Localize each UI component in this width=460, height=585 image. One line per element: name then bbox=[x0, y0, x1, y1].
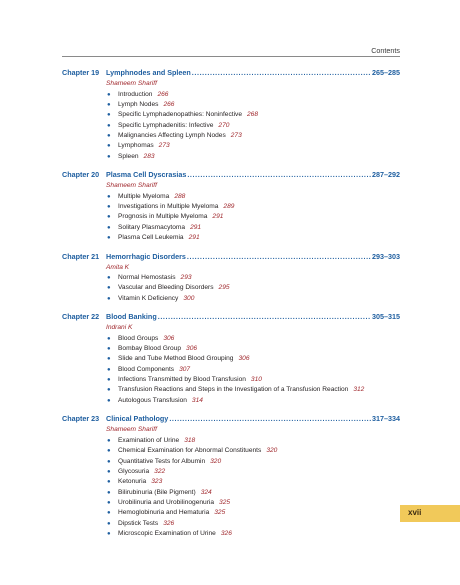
chapter-author: Shameem Shariff bbox=[106, 80, 157, 87]
topic-item[interactable] bbox=[106, 498, 400, 508]
topic-title: Malignancies Affecting Lymph Nodes bbox=[118, 131, 226, 139]
chapter-author: Indrani K bbox=[106, 324, 133, 332]
topic-title: Infections Transmitted by Blood Transfusion bbox=[118, 376, 246, 384]
topic-title: Transfusion Reactions and Steps in the Investigation of a Transfusion Reaction bbox=[118, 386, 349, 394]
topic-title: Chemical Examination for Abnormal Constituents bbox=[118, 447, 262, 455]
topic-title: Prognosis in Multiple Myeloma bbox=[118, 213, 208, 221]
topic-page: 325 bbox=[214, 509, 226, 517]
header-rule bbox=[62, 56, 400, 57]
topic-item[interactable] bbox=[106, 457, 400, 467]
topic-item[interactable] bbox=[106, 273, 400, 283]
bullet-icon: ● bbox=[107, 366, 111, 373]
topic-title: Lymphomas bbox=[118, 142, 154, 150]
chapter-author: Shameem Shariff bbox=[106, 182, 157, 190]
topic-page: 268 bbox=[247, 111, 259, 119]
chapter-number: Chapter 22 bbox=[62, 312, 100, 322]
dot-leader bbox=[158, 312, 371, 321]
bullet-icon: ● bbox=[107, 275, 111, 281]
topic-title: Dipstick Tests bbox=[118, 519, 159, 527]
topic-title: Lymph Nodes bbox=[118, 100, 159, 108]
bullet-icon: ● bbox=[107, 295, 111, 302]
topic-item[interactable] bbox=[106, 233, 400, 243]
bullet-icon: ● bbox=[107, 203, 111, 210]
topic-item[interactable] bbox=[106, 365, 400, 375]
topic-page: 306 bbox=[163, 334, 175, 342]
topic-item[interactable] bbox=[106, 396, 400, 406]
topic-title: Investigations in Multiple Myeloma bbox=[118, 202, 219, 210]
topic-page: 300 bbox=[183, 294, 195, 302]
bullet-icon: ● bbox=[107, 224, 111, 231]
chapter-heading[interactable] bbox=[62, 312, 400, 323]
topic-page: 289 bbox=[223, 202, 235, 210]
topic-item[interactable] bbox=[106, 446, 400, 456]
topic-page: 291 bbox=[190, 223, 202, 231]
topic-page: 293 bbox=[180, 274, 192, 281]
topic-page: 323 bbox=[151, 478, 163, 486]
topic-item[interactable] bbox=[106, 100, 400, 110]
chapter-number: Chapter 20 bbox=[62, 170, 100, 180]
chapter-author: Shameem Shariff bbox=[106, 426, 157, 434]
topic-page: 273 bbox=[230, 131, 242, 139]
topic-item[interactable] bbox=[106, 354, 400, 364]
bullet-icon: ● bbox=[107, 132, 111, 139]
dot-leader bbox=[187, 170, 371, 179]
topic-list bbox=[62, 90, 400, 162]
bullet-icon: ● bbox=[107, 530, 111, 537]
topic-item[interactable] bbox=[106, 223, 400, 233]
topic-page: 270 bbox=[218, 121, 230, 129]
bullet-icon: ● bbox=[107, 499, 111, 506]
topic-title: Vascular and Bleeding Disorders bbox=[118, 284, 214, 292]
topic-title: Solitary Plasmacytoma bbox=[118, 223, 186, 231]
contents-list bbox=[62, 68, 400, 547]
topic-item[interactable] bbox=[106, 334, 400, 344]
topic-title: Introduction bbox=[118, 90, 153, 98]
bullet-icon: ● bbox=[107, 234, 111, 241]
chapter-author: Amita K bbox=[106, 263, 130, 271]
chapter-number: Chapter 23 bbox=[62, 414, 100, 424]
bullet-icon: ● bbox=[107, 387, 111, 394]
topic-page: 326 bbox=[220, 529, 232, 537]
bullet-icon: ● bbox=[107, 214, 111, 221]
running-header: Contents bbox=[371, 46, 400, 55]
chapter-heading[interactable] bbox=[62, 414, 400, 425]
bullet-icon: ● bbox=[107, 489, 111, 496]
chapter-entry bbox=[62, 252, 400, 305]
bullet-icon: ● bbox=[107, 468, 111, 475]
topic-item[interactable] bbox=[106, 131, 400, 141]
topic-title: Slide and Tube Method Blood Grouping bbox=[118, 355, 234, 363]
topic-title: Microscopic Examination of Urine bbox=[118, 529, 216, 537]
topic-page: 320 bbox=[210, 457, 222, 465]
topic-list bbox=[62, 273, 400, 304]
bullet-icon: ● bbox=[107, 377, 111, 384]
bullet-icon: ● bbox=[107, 112, 111, 119]
bullet-icon: ● bbox=[107, 520, 111, 527]
topic-item[interactable] bbox=[106, 488, 400, 498]
topic-title: Specific Lymphadenitis: Infective bbox=[118, 121, 214, 129]
topic-page: 325 bbox=[219, 498, 231, 506]
topic-title: Hemoglobinuria and Hematuria bbox=[118, 509, 210, 517]
topic-page: 266 bbox=[163, 100, 175, 108]
topic-page: 326 bbox=[163, 519, 175, 527]
topic-page: 312 bbox=[353, 386, 365, 394]
topic-item[interactable] bbox=[106, 385, 400, 395]
chapter-entry bbox=[62, 170, 400, 243]
dot-leader bbox=[192, 68, 371, 77]
topic-page: 310 bbox=[250, 376, 262, 384]
topic-title: Normal Hemostasis bbox=[118, 274, 176, 281]
bullet-icon: ● bbox=[107, 437, 111, 444]
topic-item[interactable] bbox=[106, 477, 400, 487]
chapter-title: Hemorrhagic Disorders bbox=[106, 251, 186, 261]
chapter-entry bbox=[62, 68, 400, 162]
topic-page: 306 bbox=[186, 345, 198, 353]
bullet-icon: ● bbox=[107, 122, 111, 129]
bullet-icon: ● bbox=[107, 335, 111, 342]
topic-title: Blood Groups bbox=[118, 334, 159, 342]
topic-page: 288 bbox=[174, 192, 186, 200]
topic-title: Examination of Urine bbox=[118, 436, 180, 444]
bullet-icon: ● bbox=[107, 346, 111, 353]
topic-item[interactable] bbox=[106, 192, 400, 202]
chapter-page-range: 293–303 bbox=[372, 251, 400, 261]
chapter-heading[interactable] bbox=[62, 170, 400, 181]
topic-list bbox=[62, 436, 400, 539]
topic-title: Ketonuria bbox=[118, 478, 147, 486]
topic-title: Urobilinuria and Urobilinogenuria bbox=[118, 498, 215, 506]
topic-item[interactable] bbox=[106, 375, 400, 385]
bullet-icon: ● bbox=[107, 458, 111, 465]
topic-item[interactable] bbox=[106, 141, 400, 151]
chapter-page-range: 305–315 bbox=[372, 312, 400, 322]
bullet-icon: ● bbox=[107, 448, 111, 455]
topic-list bbox=[62, 334, 400, 406]
bullet-icon: ● bbox=[107, 479, 111, 486]
chapter-title: Clinical Pathology bbox=[106, 414, 169, 424]
topic-title: Vitamin K Deficiency bbox=[118, 294, 179, 302]
dot-leader bbox=[169, 414, 371, 423]
topic-title: Blood Components bbox=[118, 365, 175, 373]
chapter-title: Plasma Cell Dyscrasias bbox=[106, 170, 187, 180]
topic-item[interactable] bbox=[106, 529, 400, 539]
page-number: xvii bbox=[408, 508, 422, 517]
topic-page: 266 bbox=[157, 90, 169, 98]
topic-item[interactable] bbox=[106, 519, 400, 529]
topic-page: 307 bbox=[179, 365, 191, 373]
topic-page: 291 bbox=[188, 233, 200, 241]
chapter-page-range: 265–285 bbox=[372, 68, 400, 77]
bullet-icon: ● bbox=[107, 285, 111, 292]
topic-title: Plasma Cell Leukemia bbox=[118, 233, 184, 241]
bullet-icon: ● bbox=[107, 397, 111, 404]
topic-item[interactable] bbox=[106, 508, 400, 518]
topic-item[interactable] bbox=[106, 152, 400, 162]
chapter-entry bbox=[62, 312, 400, 406]
topic-title: Bombay Blood Group bbox=[118, 345, 182, 353]
topic-title: Spleen bbox=[118, 152, 139, 160]
topic-item[interactable] bbox=[106, 467, 400, 477]
chapter-page-range: 287–292 bbox=[372, 170, 400, 180]
topic-page: 320 bbox=[266, 447, 278, 455]
bullet-icon: ● bbox=[107, 91, 111, 98]
topic-item[interactable] bbox=[106, 110, 400, 120]
topic-item[interactable] bbox=[106, 283, 400, 293]
topic-page: 314 bbox=[191, 396, 203, 404]
chapter-number: Chapter 21 bbox=[62, 251, 100, 261]
topic-item[interactable] bbox=[106, 436, 400, 446]
chapter-number: Chapter 19 bbox=[62, 68, 100, 77]
chapter-heading[interactable] bbox=[62, 252, 400, 263]
chapter-heading[interactable] bbox=[62, 68, 400, 79]
topic-page: 295 bbox=[218, 284, 230, 292]
topic-page: 322 bbox=[154, 467, 166, 475]
topic-page: 318 bbox=[184, 436, 196, 444]
topic-item[interactable] bbox=[106, 294, 400, 304]
topic-item[interactable] bbox=[106, 344, 400, 354]
chapter-entry bbox=[62, 414, 400, 539]
chapter-title: Blood Banking bbox=[106, 312, 157, 322]
topic-title: Bilirubinuria (Bile Pigment) bbox=[118, 488, 196, 496]
bullet-icon: ● bbox=[107, 193, 111, 200]
chapter-page-range: 317–334 bbox=[372, 414, 400, 424]
bullet-icon: ● bbox=[107, 510, 111, 517]
topic-page: 283 bbox=[143, 152, 155, 160]
topic-item[interactable] bbox=[106, 121, 400, 131]
topic-page: 306 bbox=[238, 355, 250, 363]
topic-title: Autologous Transfusion bbox=[118, 396, 187, 404]
bullet-icon: ● bbox=[107, 143, 111, 150]
topic-list bbox=[62, 192, 400, 244]
topic-item[interactable] bbox=[106, 90, 400, 100]
bullet-icon: ● bbox=[107, 101, 111, 108]
topic-page: 324 bbox=[200, 488, 212, 496]
topic-item[interactable] bbox=[106, 202, 400, 212]
chapter-title: Lymphnodes and Spleen bbox=[106, 68, 191, 77]
topic-page: 273 bbox=[158, 142, 170, 150]
bullet-icon: ● bbox=[107, 356, 111, 363]
topic-item[interactable] bbox=[106, 212, 400, 222]
page-number-tab bbox=[400, 505, 460, 522]
topic-page: 291 bbox=[212, 213, 224, 221]
dot-leader bbox=[187, 252, 371, 261]
topic-title: Specific Lymphadenopathies: Noninfective bbox=[118, 111, 243, 119]
topic-title: Multiple Myeloma bbox=[118, 192, 170, 200]
topic-title: Quantitative Tests for Albumin bbox=[118, 457, 206, 465]
bullet-icon: ● bbox=[107, 153, 111, 160]
topic-title: Glycosuria bbox=[118, 467, 150, 475]
